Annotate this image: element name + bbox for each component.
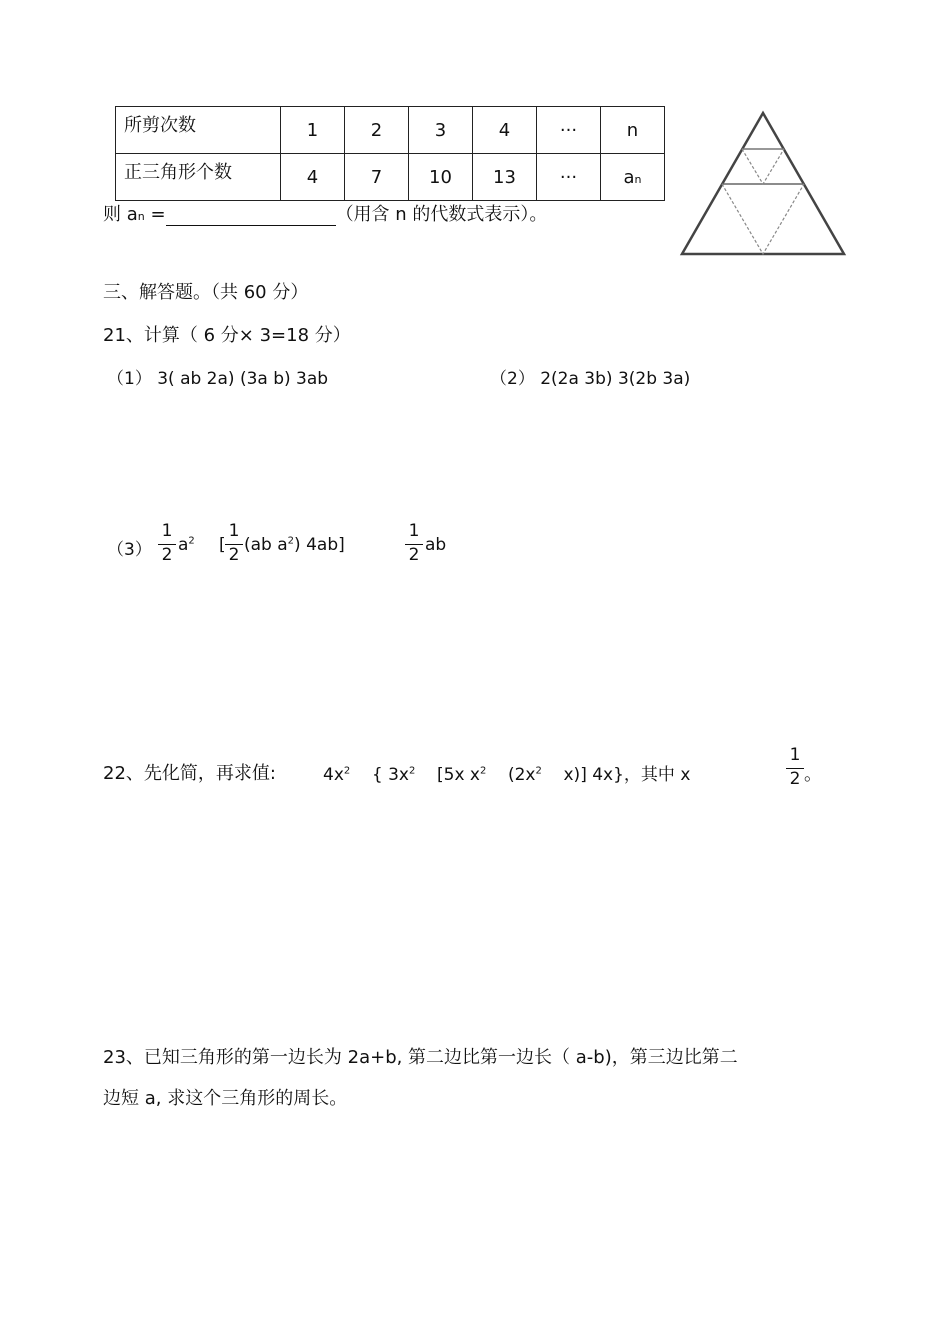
denominator: 2 (228, 545, 240, 565)
table-cell: 13 (473, 154, 537, 201)
an-expression-line (103, 200, 547, 226)
fraction (225, 521, 243, 565)
term-text: 4x (323, 765, 344, 785)
answer-blank[interactable] (166, 207, 336, 226)
term-text: ) 4ab] (294, 535, 345, 555)
exponent: 2 (479, 765, 487, 777)
term (178, 535, 195, 555)
term-text: (ab a (244, 535, 288, 555)
exponent: 2 (409, 765, 416, 777)
denominator: 2 (161, 545, 173, 565)
table-cell: ··· (537, 107, 601, 154)
an-sub: n (634, 172, 642, 186)
table-cell: 所剪次数 (116, 107, 281, 154)
table-row (116, 107, 665, 154)
an-prefix: 则 a (103, 204, 138, 225)
table-cell: 4 (281, 154, 345, 201)
term-text: (2x (507, 765, 536, 785)
table-cell: ··· (537, 154, 601, 201)
cut-count-table (115, 106, 665, 201)
question-22-lead: 22、先化简，再求值: (103, 763, 276, 784)
table-cell (601, 154, 665, 201)
denominator: 2 (789, 769, 801, 789)
question-23-line-2: 边短 a, 求这个三角形的周长。 (103, 1088, 348, 1109)
table-cell: 3 (409, 107, 473, 154)
term-text: x)] 4x}，其中 x (563, 765, 691, 785)
table-cell: 7 (345, 154, 409, 201)
section-heading: 三、解答题。（共 60 分） (103, 282, 309, 303)
term: ab (425, 535, 447, 555)
an-base: a (623, 166, 635, 188)
term-text: { 3x (371, 765, 409, 785)
term-text: a (178, 535, 189, 555)
fraction (158, 521, 176, 565)
an-suffix: （用含 n 的代数式表示）。 (335, 204, 548, 225)
bracket: [ (219, 535, 226, 555)
term (244, 535, 345, 555)
exponent: 2 (188, 535, 195, 547)
numerator: 1 (789, 745, 801, 765)
table-cell: 10 (409, 154, 473, 201)
an-equals: = (144, 204, 166, 225)
numerator: 1 (408, 521, 420, 541)
fraction (786, 745, 804, 789)
numerator: 1 (161, 521, 173, 541)
table-cell: 1 (281, 107, 345, 154)
question-21-title: 21、计算（ 6 分× 3=18 分） (103, 325, 351, 346)
exponent: 2 (535, 765, 542, 777)
question-23-line-1: 23、已知三角形的第一边长为 2a+b, 第二边比第一边长（ a-b)，第三边比第二 (103, 1047, 738, 1068)
question-21-part-2: （2） 2(2a 3b) 3(2b 3a) (490, 369, 691, 389)
table-row (116, 154, 665, 201)
q22-expression (323, 760, 690, 785)
fraction (405, 521, 423, 565)
table-cell: 4 (473, 107, 537, 154)
table-cell: n (601, 107, 665, 154)
period: 。 (804, 764, 822, 785)
question-21-part-3-label: （3） (107, 540, 152, 560)
question-21-part-1: （1） 3( ab 2a) (3a b) 3ab (107, 369, 329, 389)
an-subscript: n (137, 210, 145, 223)
table-cell: 正三角形个数 (116, 154, 281, 201)
triangle-figure (678, 110, 848, 260)
numerator: 1 (228, 521, 240, 541)
denominator: 2 (408, 545, 420, 565)
exponent: 2 (287, 535, 295, 547)
term-text: [5x x (437, 765, 480, 785)
exponent: 2 (343, 765, 351, 777)
table-cell: 2 (345, 107, 409, 154)
